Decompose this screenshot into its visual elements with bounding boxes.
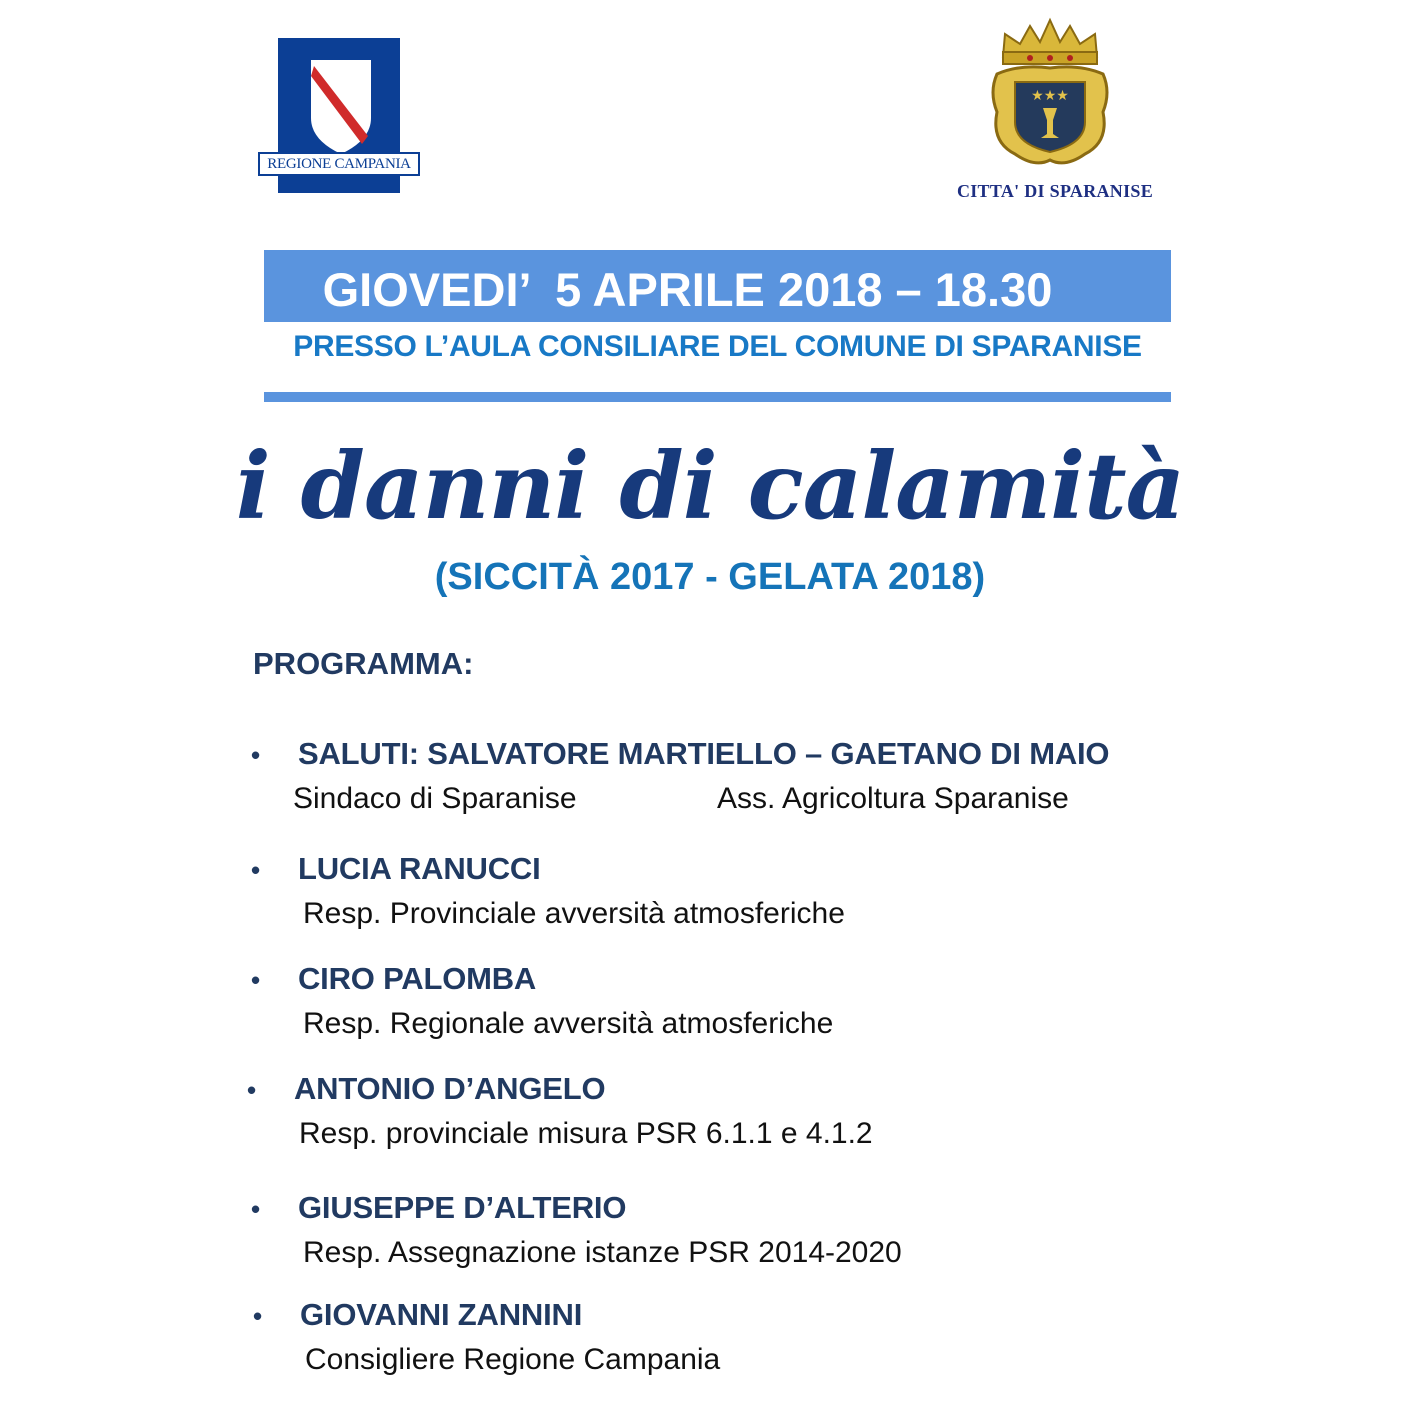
speaker-name: CIRO PALOMBA [298, 961, 537, 996]
event-subtitle: (SICCITÀ 2017 - GELATA 2018) [434, 556, 986, 598]
event-title: i danni di calamità [235, 432, 1185, 540]
speaker-name: ANTONIO D’ANGELO [294, 1071, 606, 1106]
svg-text:★★★: ★★★ [1031, 88, 1069, 104]
speaker-name: GIUSEPPE D’ALTERIO [298, 1190, 627, 1225]
regione-campania-label: REGIONE CAMPANIA [258, 152, 420, 176]
divider [264, 392, 1171, 402]
bullet: • [251, 1194, 261, 1224]
speaker-name: GIOVANNI ZANNINI [300, 1297, 583, 1332]
speaker-name: SALUTI: SALVATORE MARTIELLO – GAETANO DI MAIO [298, 736, 1110, 771]
bullet: • [251, 855, 261, 885]
program-heading: PROGRAMMA: [253, 646, 474, 681]
sparanise-crest-icon [985, 12, 1115, 172]
bullet: • [253, 1301, 263, 1331]
event-venue: PRESSO L’AULA CONSILIARE DEL COMUNE DI SPARANISE [293, 330, 1142, 363]
speaker-name: LUCIA RANUCCI [298, 851, 541, 886]
regione-campania-logo [267, 38, 422, 193]
speaker-role-secondary: Ass. Agricoltura Sparanise [717, 782, 1069, 815]
bullet: • [247, 1075, 257, 1105]
sparanise-crest [985, 12, 1115, 172]
speaker-role: Resp. Regionale avversità atmosferiche [303, 1007, 834, 1040]
speaker-role: Resp. provinciale misura PSR 6.1.1 e 4.1.2 [299, 1117, 873, 1150]
speaker-role: Consigliere Regione Campania [305, 1343, 721, 1376]
bullet: • [251, 965, 261, 995]
bullet: • [251, 740, 261, 770]
speaker-role: Resp. Provinciale avversità atmosferiche [303, 897, 845, 930]
speaker-role: Sindaco di Sparanise [293, 782, 577, 815]
speaker-role: Resp. Assegnazione istanze PSR 2014-2020 [303, 1236, 902, 1269]
citta-sparanise-label: CITTA' DI SPARANISE [956, 181, 1154, 201]
event-date: GIOVEDI’ 5 APRILE 2018 – 18.30 [322, 263, 1053, 316]
